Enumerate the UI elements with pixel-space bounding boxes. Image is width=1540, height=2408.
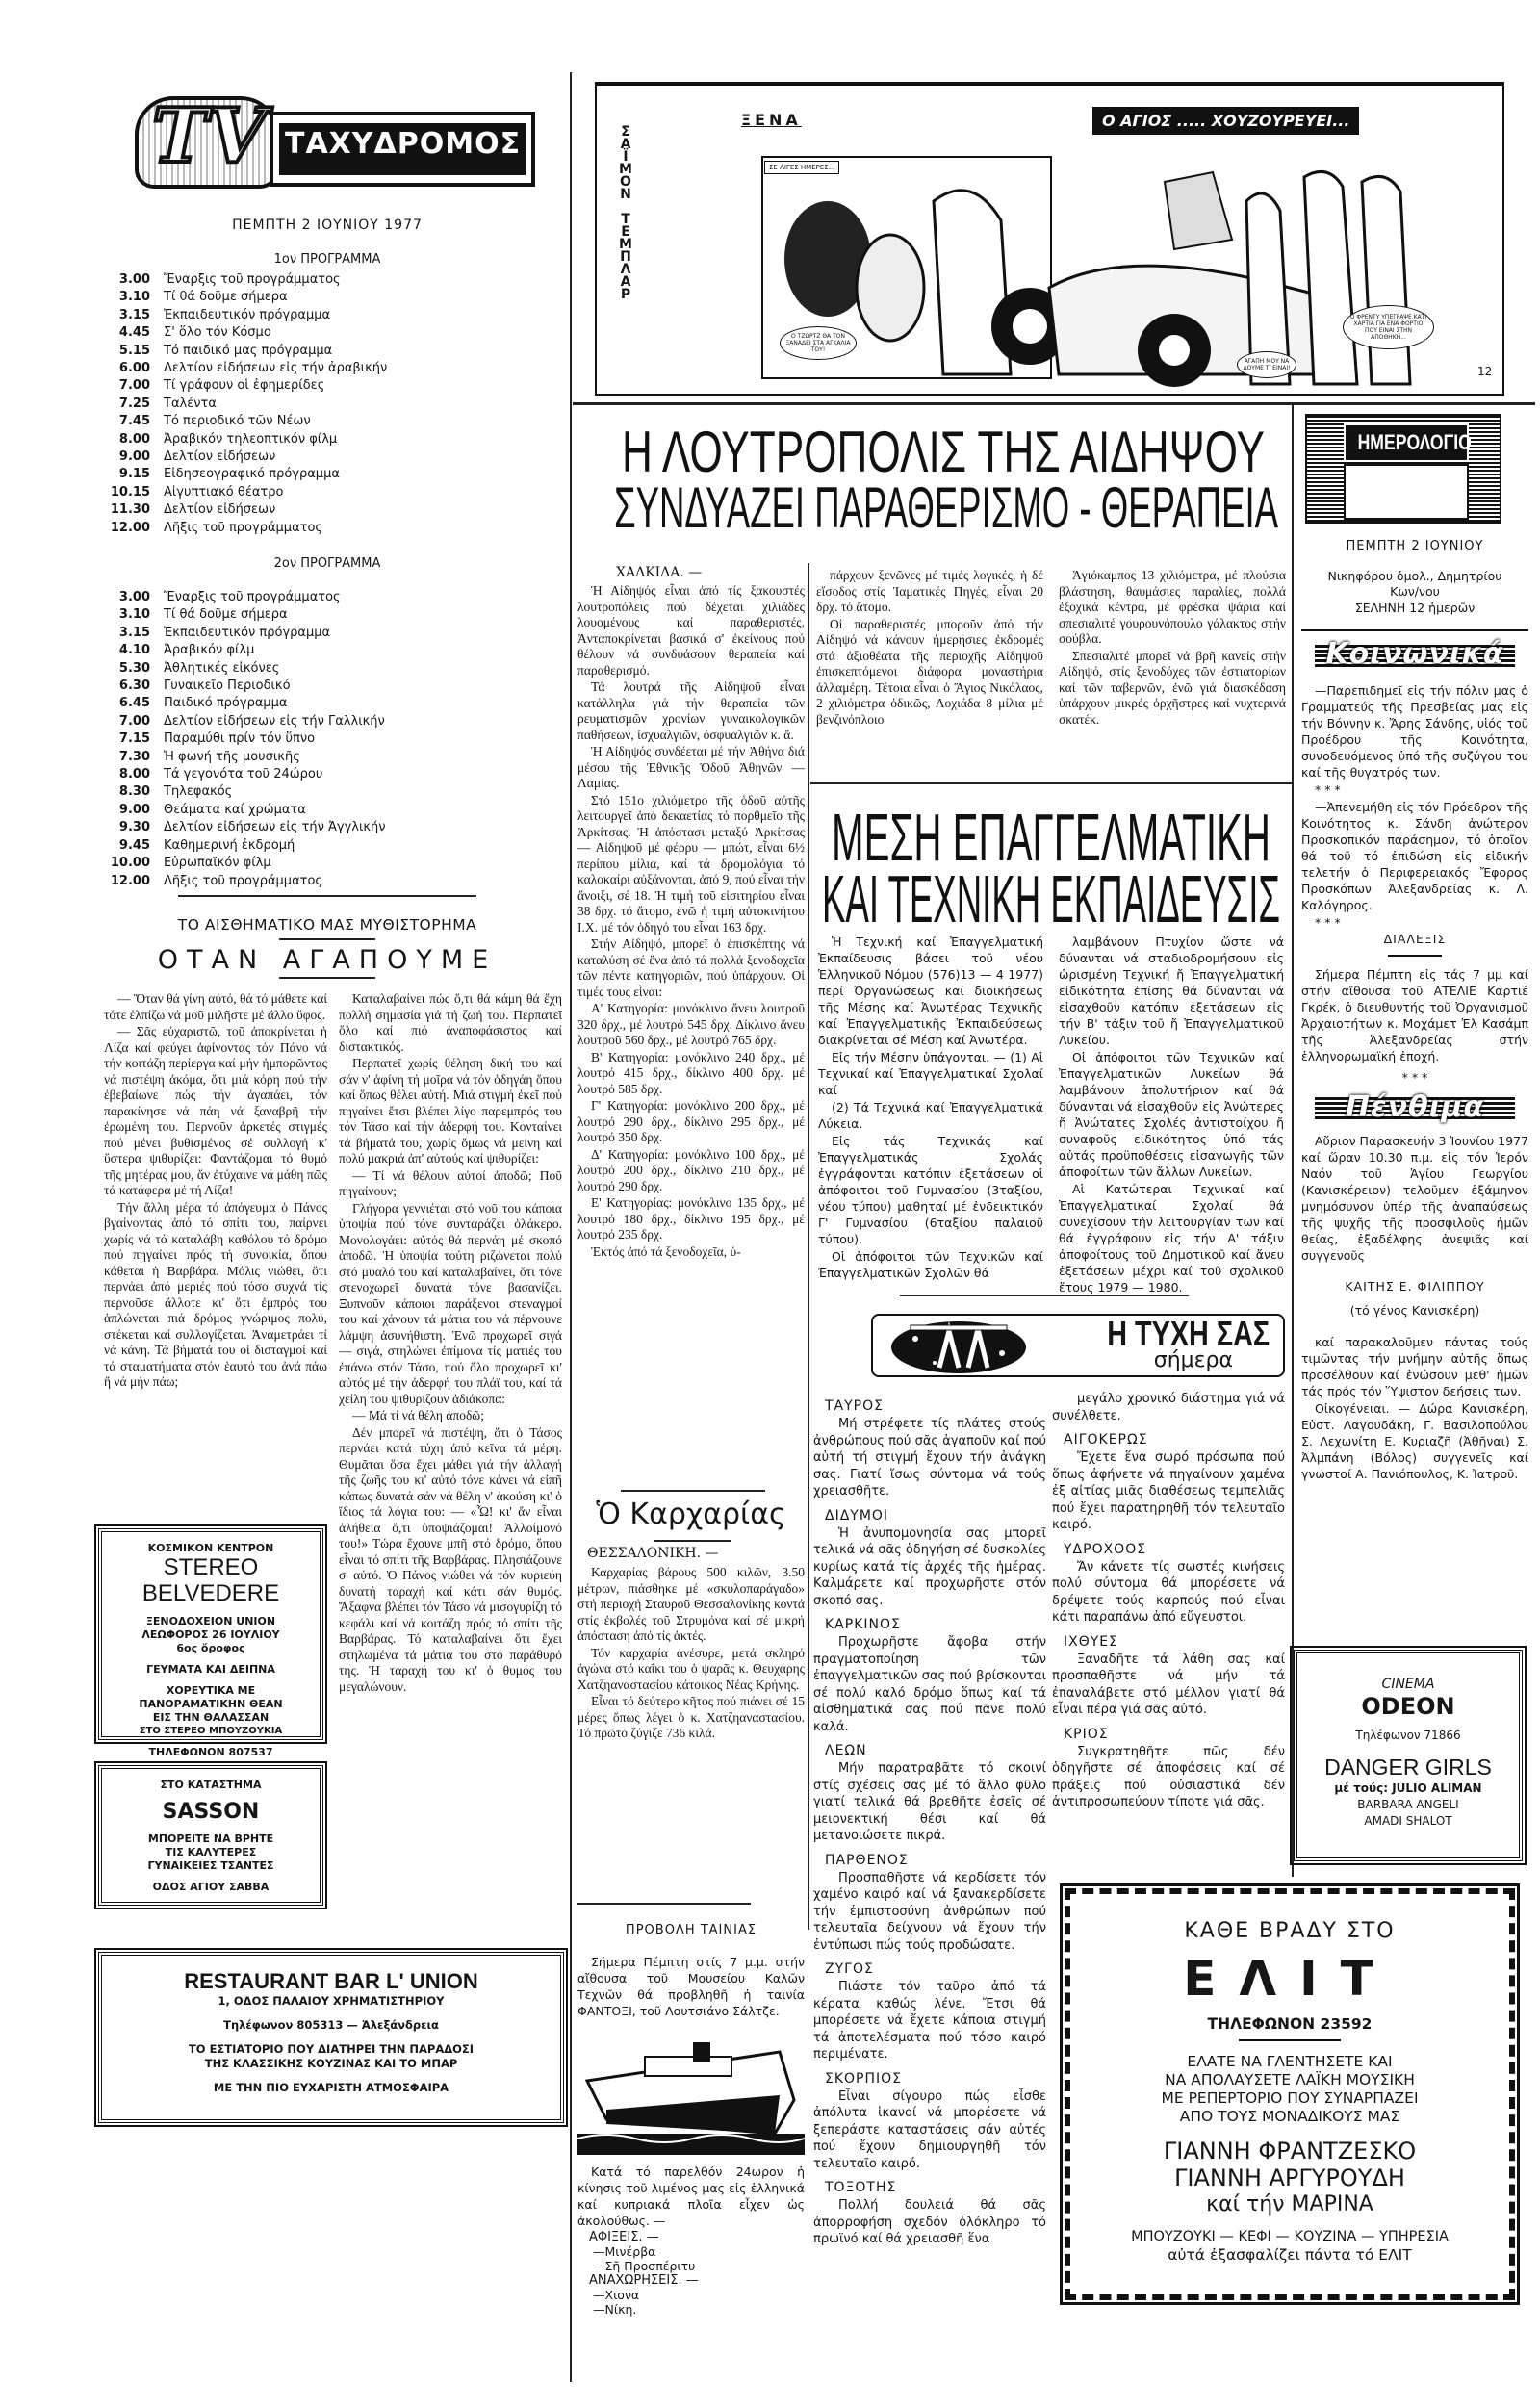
- horoscope-sign: ΠΑΡΘΕΝΟΣ: [825, 1852, 909, 1868]
- tv-listing-time: 3.10: [118, 290, 150, 305]
- tv-listing-show: Λῆξις τοῦ προγράμματος: [164, 520, 323, 535]
- ad-line: ODEON: [1361, 1693, 1455, 1720]
- ad-line: BARBARA ANGELI: [1357, 1798, 1459, 1811]
- horoscope-column-1: [813, 1391, 1046, 2248]
- aidipsos-dateline: ΧΑΛΚΙΔΑ. —: [616, 565, 703, 580]
- tv-listing-time: 6.00: [118, 361, 150, 376]
- ad-line: ΓΙΑΝΝΗ ΦΡΑΝΤΖΕΣΚΟ: [1163, 2138, 1417, 2165]
- ad-line: BELVEDERE: [141, 1580, 280, 1606]
- tv-program-2-title: 2ον ΠΡΟΓΡΑΜΜΑ: [273, 556, 381, 571]
- horoscope-sign: ΑΙΓΟΚΕΡΩΣ: [1064, 1432, 1148, 1447]
- horoscope-column-2: [1052, 1391, 1285, 1811]
- tv-listing-row: [104, 660, 556, 678]
- ad-stereo-belvedere: [98, 1528, 323, 1758]
- tv-listing-time: 4.45: [118, 325, 150, 341]
- tv-listing-row: [104, 749, 556, 766]
- horoscope-title: Η ΤΥΧΗ ΣΑΣ: [1107, 1314, 1270, 1353]
- horoscope-sign: ΛΕΩΝ: [825, 1743, 867, 1758]
- tv-listing-time: 3.10: [118, 607, 150, 623]
- port-departures-label: ΑΝΑΧΩΡΗΣΕΙΣ. —: [589, 2273, 699, 2288]
- horoscope-text: Ἄν κάνετε τίς σωστές κινήσεις πολύ σύντομα θά μπορέσετε νά δρέψετε τούς καρπούς πού εἶναι κάτι παραπάνω ἀπό εὔγευστοι.: [1052, 1559, 1285, 1625]
- tv-listing-show: Ἀθλητικές εἰκόνες: [164, 660, 280, 676]
- paragraph: Ἁγιόκαμπος 13 χιλιόμετρα, μέ πλούσια βλάστηση, θαυμάσιες παραλίες, πολλά ἐξοχικά κέντρα, μέ φρέσκα ψάρια καί σπεσιαλιτέ γουρουνόπουλο γάλακτος στήν σούβλα.: [1059, 568, 1286, 646]
- tv-listing-show: Λῆξις τοῦ προγράμματος: [164, 873, 323, 888]
- comic-box-text: ΣΕ ΛΙΓΕΣ ΗΜΕΡΕΣ...: [764, 161, 839, 174]
- tv-listing-time: 9.15: [118, 467, 150, 482]
- horoscope-text: Μήν παρατραβᾶτε τό σκοινί στίς σχέσεις σας μέ τό ἄλλο φῦλο γιατί τελικά θά βρεθῆτε ἐσεῖς σέ μειονεκτική θέσι καί θά μετανοιώσετε πικρά.: [813, 1761, 1046, 1843]
- tv-listing-row: [104, 307, 556, 324]
- paragraph: Σήμερα Πέμπτη εἰς τάς 7 μμ καί στήν αἴθουσα τοῦ ΑΤΕΛΙΕ Καρτιέ Γκρέκ, ὁ διευθυντής τοῦ Ὀργανισμοῦ Ἀρχαιοτήτων κ. Μοχάμετ Ἐλ Κασάμπ τῆς Ἀλεξανδρείας στήν ἑλληνορωμαϊκή ἐποχή.: [1301, 967, 1528, 1063]
- tv-listing-row: [104, 713, 556, 730]
- ad-line: CINEMA: [1381, 1677, 1435, 1692]
- tv-listing-show: Δελτίον εἰδήσεων: [164, 449, 276, 465]
- tv-listing-time: 6.45: [118, 696, 150, 711]
- tv-listing-show: Δελτίον εἰδήσεων: [164, 502, 276, 518]
- calendar-box: [1305, 414, 1502, 524]
- tv-listing-row: [104, 343, 556, 360]
- tv-listing-show: Τό παιδικό μας πρόγραμμα: [164, 343, 333, 358]
- paragraph: Καταλαβαίνει πώς ὅ,τι θά κάμη θά ἔχη πολλή σημασία γιά τή ζωή του. Περπατεῖ ὅλο καί πιό ἀναποφάσιστος καί διστακτικός.: [339, 991, 562, 1054]
- ad-line: Τηλέφωνον 71866: [1355, 1729, 1461, 1742]
- divider: [1301, 629, 1528, 631]
- paragraph: Καρχαρίας βάρους 500 κιλῶν, 3.50 μέτρων, πιάσθηκε μέ «σκυλοπαράγαδο» στή περιοχή Σταυροῦ Θεσσαλονίκης κοντά στίς ἐκβολές τοῦ Στρυμόνα καί σέ μικρή ἀπόσταση ἀπό τίς ἀκτές.: [578, 1565, 805, 1643]
- horoscope-text: Μή στρέφετε τίς πλάτες στούς ἀνθρώπους πού σᾶς ἀγαποῦν καί πού αὐτή τή στιγμή ἔχουν τήν ἀνάγκη σας. Γιατί ἴσως σύντομα νά τούς χρειασθῆτε.: [813, 1417, 1046, 1499]
- social-banner: Κοινωνικά: [1315, 643, 1515, 667]
- paragraph: Οἱ ἀπόφοιτοι τῶν Τεχνικῶν καί Ἐπαγγελματικῶν Λυκείων θά λαμβάνουν ἀπολυτήριον καί θά δύνανται νά εἰσαχθοῦν εἰς Ἀνώτερες ἤ Ἀνώτατες Σχολές ἀντιστοίχου ἤ συναφοῦς εἰδικότητος ὑπό τάς αὐτάς προϋποθέσεις εἰσαγωγῆς τῶν ἀποφοίτων τῶν ἄλλων Λυκείων.: [1059, 1050, 1284, 1179]
- tv-listing-time: 8.30: [118, 784, 150, 800]
- tv-listing-time: 10.00: [110, 856, 150, 871]
- horoscope-sign: ΣΚΟΡΠΙΟΣ: [825, 2070, 903, 2087]
- tv-listing-row: [104, 695, 556, 712]
- column-rule: [808, 563, 809, 1930]
- paragraph: Τήν ἄλλη μέρα τό ἀπόγευμα ὁ Πάνος βγαίνοντας ἀπό τό σπίτι του, παίρνει χωρίς νά τό καταλάβη καθόλου τό δρόμο πού πηγαίνει πρός τή συνοικία, ὅπου κάθεται ἡ Βαρβάρα. Μόλις νιώθει, ὅτι περνάει ἀπό μεριές πού τόσο συχνά τίς περνοῦσε ἄλλοτε κι' ὅτι ἐμπρός του ἁπλώνεται πιά δρόμος γνώριμος πολύ, στέκεται καί συλλογίζεται. Ἀναμετράει τί νά κάνη. Τά βήματά του οἱ δισταγμοί καί τά σταματήματα στόν ἑαυτό του ἀνά πάω ἤ νά μήν πάω;: [104, 1199, 327, 1389]
- tv-listing-row: [104, 837, 556, 855]
- comic-series-title: ΣΑΪΜΟΝ ΤΕΜΠΛΑΡ: [618, 124, 633, 299]
- horoscope-text: Ξαναδῆτε τά λάθη σας καί προσπαθῆστε νά μήν τά ἐπαναλάβετε στό μέλλον γιατί θά εἶναι πέρα γιά σᾶς αὐτό.: [1052, 1652, 1285, 1717]
- paragraph: —Ἀπενεμήθη εἰς τόν Πρόεδρον τῆς Κοινότητος κ. Σάνδη ἀνώτερον Προσκοπικόν παράσημον, τό ὁποῖον θά τοῦ τό ἐπιδώση εἰς εἰδικήν τελετήν ὁ Περιφερειακός Ἔφορος Προσκόπων Ἀλεξανδρείας κ. Λ. Καλόγηρος.: [1301, 799, 1528, 912]
- paragraph: Εἶναι τό δεύτερο κῆτος πού πιάνει σέ 15 μέρες ὅπως λέγει ὁ κ. Χατζηαναστασίου. Τό πρῶτο ζύγιζε 736 κιλά.: [578, 1694, 805, 1740]
- aidipsos-column-3: [1059, 568, 1286, 729]
- ad-line: μέ τούς: JULIO ALIMAN: [1334, 1781, 1482, 1795]
- ad-sasson: [98, 1765, 323, 1906]
- tv-listing-time: 7.25: [118, 396, 150, 411]
- tv-listing-show: Ἀραβικόν τηλεοπτικόν φίλμ: [164, 431, 338, 447]
- paragraph: Δ' Κατηγορία: μονόκλινο 100 δρχ., μέ λουτρό 200 δρχ., δίκλινο 210 δρχ., μέ λουτρό 290 δρχ.: [578, 1146, 805, 1193]
- novel-title: ΟΤΑΝ ΑΓΑΠΟΥΜΕ: [157, 945, 498, 975]
- ad-line: 1, ΟΔΟΣ ΠΑΛΑΙΟΥ ΧΡΗΜΑΤΙΣΤΗΡΙΟΥ: [218, 1994, 445, 2008]
- tv-listing-time: 7.00: [118, 713, 150, 729]
- right-column: [1301, 539, 1528, 1483]
- tv-listing-show: Δελτίον εἰδήσεων εἰς τήν Γαλλικήν: [164, 713, 385, 729]
- tv-listing-row: [104, 396, 556, 413]
- tv-listing-row: [104, 802, 556, 819]
- shark-article: [578, 1565, 805, 1743]
- paragraph: Ἡ Τεχνική καί Ἐπαγγελματική Ἐκπαίδευσις βάσει τοῦ νέου Ἑλληνικοῦ Νόμου (576)13 — 4 1977) περί Ὀργανώσεως καί διοικήσεως τῆς Μέσης καί Ἀνωτέρας Τεχνικῆς καί Ἐπαγγελματικῆς Ἐκπαιδεύσεως διακρίνεται σέ Μέση καί Ἀνωτέρα.: [818, 935, 1043, 1047]
- paragraph: * * *: [1315, 914, 1341, 930]
- tv-logo-bar: [270, 112, 535, 187]
- ad-line: ΕΛΑΤΕ ΝΑ ΓΛΕΝΤΗΣΕΤΕ ΚΑΙ: [1187, 2053, 1393, 2070]
- port-arrival: —Σῆ Προσπέριτυ: [593, 2259, 696, 2273]
- paragraph: Α' Κατηγορία: μονόκλινο ἄνευ λουτροῦ 320 δρχ., μέ λουτρό 545 δρχ. Δίκλινο ἄνευ λουτροῦ 560 δρχ., μέ λουτρό 765 δρχ.: [578, 1001, 805, 1047]
- tv-listing-row: [104, 520, 556, 537]
- tv-listing-row: [104, 413, 556, 430]
- port-article: [578, 2164, 805, 2317]
- ad-line: αὐτά ἐξασφαλίζει πάντα τό ΕΛΙΤ: [1168, 2246, 1412, 2264]
- tv-listing-time: 7.45: [118, 414, 150, 429]
- tv-listing-show: Τό περιοδικό τῶν Νέων: [164, 414, 311, 429]
- tv-listing-row: [104, 783, 556, 801]
- calendar-page-icon: [1344, 464, 1469, 520]
- novel-kicker: ΤΟ ΑΙΣΘΗΜΑΤΙΚΟ ΜΑΣ ΜΥΘΙΣΤΟΡΗΜΑ: [177, 916, 477, 934]
- tv-listing-time: 6.30: [118, 679, 150, 694]
- port-departure: —Νίκη.: [593, 2302, 637, 2317]
- ship-illustration: [578, 2042, 805, 2158]
- headline-line: Η ΛΟΥΤΡΟΠΟΛΙΣ ΤΗΣ ΑΙΔΗΨΟΥ: [622, 423, 1265, 484]
- comic-strip: [595, 82, 1504, 396]
- ad-line: ΝΑ ΑΠΟΛΑΥΣΕΤΕ ΛΑΪΚΗ ΜΟΥΣΙΚΗ: [1165, 2071, 1415, 2088]
- tv-listing-time: 8.00: [118, 431, 150, 447]
- horoscope-sign: ΤΟΞΟΤΗΣ: [825, 2180, 897, 2195]
- horoscope-text: Ἔχετε ἕνα σωρό πρόσωπα πού ὅπως ἀφήνετε νά πηγαίνουν χαμένα ἐξ αἰτίας μιᾶς διαθέσεως τεμπελιᾶς πού ἔχει παρατηρηθῆ τόν τελευταῖο καιρό.: [1052, 1450, 1285, 1532]
- zodiac-figures-icon: [886, 1319, 1031, 1375]
- comic-caption: Ο ΑΓΙΟΣ ..... ΧΟΥΖΟΥΡΕΥΕΙ...: [1092, 107, 1359, 135]
- tv-listing-time: 7.30: [118, 749, 150, 764]
- tv-listing-row: [104, 873, 556, 890]
- tv-listing-show: Δελτίον εἰδήσεων εἰς τήν Ἀγγλικήν: [164, 820, 386, 835]
- comic-panel-number: 12: [1477, 365, 1493, 378]
- tv-listing-row: [104, 466, 556, 483]
- tv-listing-row: [104, 289, 556, 306]
- horoscope-text: Πολλή δουλειά θά σᾶς ἀπορροφήση σχεδόν ὁλόκληρο τό πρωϊνό καί θά χρειασθῆ ἕνα: [813, 2198, 1046, 2246]
- tv-program-1-title: 1ον ΠΡΟΓΡΑΜΜΑ: [273, 252, 381, 267]
- shark-dateline: ΘΕΣΣΑΛΟΝΙΚΗ. —: [587, 1546, 719, 1561]
- ad-line: ΓΥΝΑΙΚΕΙΕΣ ΤΣΑΝΤΕΣ: [147, 1859, 274, 1872]
- horoscope-text: Πιάστε τόν ταῦρο ἀπό τά κέρατα καθώς λένε. Ἔτσι θά μπορέσετε νά ἔχετε κάποια στιγμή τά ἀποτελέσματα πού τόσο καιρό περιμένατε.: [813, 1980, 1046, 2062]
- port-departure: —Χιονα: [593, 2288, 640, 2302]
- divider: [621, 1490, 765, 1492]
- horoscope-text: Προχωρῆστε ἄφοβα στήν πραγματοποίηση τῶν ἐπαγγελματικῶν σας πού βρίσκονται σέ πολύ καλό δρόμο ὅπως καί τά αἰσθηματικά σας πού πᾶνε πολύ καλά.: [813, 1635, 1046, 1734]
- ad-line: ΜΠΟΥΖΟΥΚΙ — ΚΕΦΙ — ΚΟΥΖΙΝΑ — ΥΠΗΡΕΣΙΑ: [1131, 2229, 1449, 2244]
- tv-listing-row: [104, 589, 556, 606]
- ad-line: ΤΟ ΕΣΤΙΑΤΟΡΙΟ ΠΟΥ ΔΙΑΤΗΡΕΙ ΤΗΝ ΠΑΡΑΔΟΣΙ: [188, 2042, 475, 2056]
- divider: [573, 402, 1535, 405]
- horoscope-sign: ΖΥΓΟΣ: [825, 1961, 874, 1977]
- paragraph: Ἡ Αἰδηψός εἶναι ἀπό τίς ξακουστές λουτροπόλεις πού δέχεται χιλιάδες λουομένους καί παραθεριστές. Ἀνταποκρίνεται βασικά σ' ἐκείνους πού θέλουν νά συνδυάσουν θεραπεία καί παραθερισμό.: [578, 583, 805, 678]
- paragraph: Σπεσιαλιτέ μπορεῖ νά βρῆ κανείς στήν Αἰδηψό, στίς ξενοδόχες τῶν ἐστιατορίων καί τῶν ταβερνῶν, ἐνῶ γιά διασκέδαση ὑπάρχουν μικρές ὀρχῆστρες καί νυχτερινά σκατέκ.: [1059, 648, 1286, 727]
- paragraph: Οἱ παραθεριστές μποροῦν ἀπό τήν Αἰδηψό νά κάνουν ἡμερήσιες ἐκδρομές στά ἀξιοθέατα τῆς περιοχῆς Αἰδηψοῦ ἐπισκεπτόμενοι διάφορα μοναστήρια ἀλλαμέρη. Τέτοια εἶναι ὁ Ἅγιος Νικόλαος, 2 χιλιόμετρα ὁδικῶς, Λοχιάδα 8 μίλια μέ βενζινόπλοιο: [816, 616, 1043, 727]
- divider: [1239, 2039, 1341, 2041]
- ad-line: ΕΙΣ ΤΗΝ ΘΑΛΑΣΣΑΝ: [152, 1711, 270, 1724]
- ad-line: ΧΟΡΕΥΤΙΚΑ ΜΕ: [166, 1684, 256, 1697]
- calendar-date: ΠΕΜΠΤΗ 2 ΙΟΥΝΙΟΥ: [1346, 539, 1484, 553]
- paragraph: Γ' Κατηγορία: μονόκλινο 200 δρχ., μέ λουτρό 290 δρχ., δίκλινο 295 δρχ., μέ λουτρό 350 δρχ.: [578, 1098, 805, 1144]
- horoscope-subtitle: σήμερα: [1153, 1348, 1233, 1372]
- horoscope-text: μεγάλο χρονικό διάστημα γιά νά συνέλθετε.: [1052, 1392, 1285, 1423]
- tv-listing-row: [104, 678, 556, 695]
- horoscope-text: Εἶναι σίγουρο πώς εἶσθε ἀπόλυτα ἱκανοί νά μπορέσετε νά ξεπεράστε καταστάσεις σάν αὐτές πού ἔχουν δημιουργηθῆ τόν τελευταῖο καιρό.: [813, 2088, 1046, 2171]
- separator-stars: * * *: [1401, 1070, 1428, 1085]
- film-article: [578, 1954, 805, 2020]
- ad-line: ΚΟΣΜΙΚΟΝ ΚΕΝΤΡΟΝ: [147, 1542, 274, 1554]
- paragraph: Περπατεῖ χωρίς θέληση δική του καί σάν ν' ἀφίνη τή μοῖρα νά τόν ὁδηγάη ὅπου καί ὅπως θέλει αὐτή. Μιά στιγμή ἐκεῖ πού πηγαίνει ἔτσι βλέπει λίγο παρεμπρός του τόν Τάσο καί τήν ἀδερφή του. Κονταίνει τά βήματά του, χωρίς ὅμως νά μείνη καί πολύ μακριά ἀπ' αὐτούς καί ψιθυρίζει:: [339, 1056, 562, 1166]
- tv-listing-show: Ἔναρξις τοῦ προγράμματος: [164, 590, 341, 604]
- lecture-title: ΔΙΑΛΕΞΙΣ: [1383, 931, 1447, 946]
- tv-listing-show: Δελτίον εἰδήσεων εἰς τήν ἀραβικήν: [164, 361, 388, 376]
- paragraph: καί παρακαλοῦμεν πάντας τούς τιμῶντας τήν μνήμην αὐτῆς ὅπως προσέλθουν καί ἑνώσουν μεθ' ἡμῶν τάς πρός τόν Ὕψιστον δεήσεις των.: [1301, 1335, 1528, 1398]
- horoscope-sign: ΚΑΡΚΙΝΟΣ: [825, 1617, 901, 1632]
- ad-line: καί τήν ΜΑΡΙΝΑ: [1206, 2192, 1373, 2216]
- paragraph: Αὔριον Παρασκευήν 3 Ἰουνίου 1977 καί ὥραν 10.30 π.μ. εἰς τόν Ἱερόν Ναόν τοῦ Ἁγίου Γεωργίου (Κανισκέρειον) τελοῦμεν ἑξάμηνον μνημόσυνον ὑπέρ τῆς ἀναπαύσεως τῆς ψυχῆς τῆς προσφιλοῦς ἡμῶν θείας, ἐξαδέλφης ἀνεψιᾶς καί συγγενοῦς: [1301, 1134, 1528, 1263]
- tv-listing-time: 7.00: [118, 378, 150, 394]
- aidipsos-headline: [614, 423, 1283, 535]
- aidipsos-column-1: [578, 583, 805, 1261]
- tv-listing-row: [104, 625, 556, 642]
- ad-line: ΓΙΑΝΝΗ ΑΡΓΥΡΟΥΔΗ: [1174, 2165, 1405, 2191]
- tv-listing-row: [104, 501, 556, 519]
- paragraph: Ἐκτός ἀπό τά ξενοδοχεῖα, ὑ-: [591, 1243, 741, 1259]
- education-column-2: [1059, 934, 1284, 1296]
- tv-listing-time: 9.45: [118, 837, 150, 853]
- tv-listing-time: 3.00: [118, 272, 150, 287]
- paragraph: Ε' Κατηγορίας: μονόκλινο 135 δρχ., μέ λουτρό 180 δρχ., δίκλινο 195 δρχ., μέ λουτρό 235 δρχ.: [578, 1195, 805, 1242]
- tv-listing-row: [104, 855, 556, 872]
- divider: [279, 938, 375, 940]
- comic-speech-bubble: Ο ΤΖΩΡΤΖ ΘΑ ΤΟΝ ΞΑΝΑΔΕΙ ΣΤΑ ΑΓΚΑΛΙΑ ΤΟΥ!: [780, 326, 857, 360]
- horoscope-sign: ΤΑΥΡΟΣ: [825, 1398, 884, 1414]
- paragraph: λαμβάνουν Πτυχίον ὥστε νά δύνανται νά σταδιοδρομήσουν εἰς ὡρισμένη Τεχνική ἤ Ἐπαγγελματική εἰδικότητα ἐπίσης θά δύνανται νά εἰσαχθοῦν κατόπιν ἐξετάσεων εἰς τήν Β' τάξιν τοῦ ἤ Ἐπαγγελματικοῦ Λυκείου.: [1059, 935, 1284, 1047]
- tv-listing-time: 8.00: [118, 767, 150, 782]
- tv-listing-time: 3.00: [118, 590, 150, 604]
- tv-listing-show: Καθημερινή ἐκδρομή: [164, 837, 295, 853]
- divider: [900, 1295, 1189, 1296]
- ad-line: ΑΠΟ ΤΟΥΣ ΜΟΝΑΔΙΚΟΥΣ ΜΑΣ: [1179, 2108, 1400, 2125]
- paragraph: Δέν μπορεῖ νά πιστέψη, ὅτι ὁ Τάσος περνάει κατά τύχη ἀπό κεῖνα τά μέρη. Θυμᾶται ὅσα ἔχει μάθει γιά τήν ἀλλαγή τῆς ζωῆς του κι' αὐτό τόνε κάνει νά εἰπῆ κάπως δυνατά σάν νά θέλη ν' ἀκούση κι' ὁ ἴδιος τά λόγια του: — «Ὦ! κι' ἄν εἶναι ἀλήθεια ὅ,τι ὑποψιάζομαι! Ἀλλοίμονό του!» Τώρα ἔχουνε μπῆ στό δρόμο, ὅπου εἶναι τό σπίτι τῆς Βαρβάρας. Πλησιάζουνε σ' αὐτό. Ὁ Πάνος νιώθει νά τόν κυριεύη δυνατή ταραχή καί κάτι σάν θυμός. Ἄξαφνα βλέπει τόν Τάσο νά μισογυρίζη τό κεφάλι καί νά κοιτάζη πρός τό σπίτι τῆς Βαρβάρας. Τό καταλαβαίνει ὅτι ἔχει στηλωμένα τά μάτια του στό παράθυρό της. Ἡ ταραχή του κι' ὁ θυμός του μεγαλώνουν.: [339, 1424, 562, 1694]
- social-news: [1301, 682, 1528, 931]
- paragraph: Τόν καρχαρία ἀνέσυρε, μετά σκληρό ἀγώνα στό καΐκι του ὁ ψαρᾶς κ. Θευχάρης Χατζηαναστασίου κάτοικος Νέας Κρήνης.: [578, 1645, 805, 1692]
- lecture-notice: [1301, 966, 1528, 1064]
- ad-restaurant-union: [98, 1952, 564, 2123]
- paragraph: * * *: [1315, 781, 1341, 797]
- tv-listing-show: Τί θά δοῦμε σήμερα: [164, 290, 288, 305]
- paragraph: Εἰς τήν Μέσην ὑπάγονται. — (1) Αἱ Τεχνικαί καί Ἐπαγγελματικαί Σχολαί καί: [818, 1050, 1043, 1097]
- tv-program-2-list: [104, 589, 556, 890]
- tv-listing-show: Τί γράφουν οἱ ἐφημερίδες: [164, 378, 325, 394]
- tv-listing-show: Ἐκπαιδευτικόν πρόγραμμα: [164, 625, 331, 640]
- tv-listing-time: 5.30: [118, 660, 150, 676]
- paragraph: Κατά τό παρελθόν 24ωρον ἡ κίνησις τοῦ λιμένος μας εἰς ἑλληνικά καί κυπριακά πλοῖα εἶχεν ὡς ἀκολούθως. —: [578, 2165, 805, 2228]
- ad-line: SASSON: [162, 1800, 260, 1824]
- tv-listing-row: [104, 730, 556, 748]
- paragraph: Οἱ ἀπόφοιτοι τῶν Τεχνικῶν καί Ἐπαγγελματικῶν Σχολῶν θά: [818, 1249, 1043, 1280]
- horoscope-banner: [871, 1314, 1285, 1377]
- ad-line: ΠΑΝΟΡΑΜΑΤΙΚΗΝ ΘΕΑΝ: [139, 1698, 283, 1710]
- paragraph: Στό 151ο χιλιόμετρο τῆς ὁδοῦ αὐτῆς λειτουργεῖ ἀπό δεκαετίας τό πορθμεῖο τῆς Ἀρκίτσας. Ἡ ἀπόστασι μεταξύ Ἀρκίτσας — Αἰδηψοῦ μέ φέρρυ — μπώτ, εἶναι 6½ περίπου μίλια, καί τά δρομολόγια τό καλοκαίρι αὐξάνονται, ἀπό 9, πού εἶναι τήν ἄνοιξι, σέ 18. Ἡ τιμή τοῦ εἰσιτηρίου εἶναι 38 δρχ. τό ἄτομο, ἐνῶ ἡ τιμή αὐτοκινήτου Ι.Χ. μέ τόν ὁδηγό του εἶναι 163 δρχ.: [578, 792, 805, 935]
- tv-listing-show: Τά γεγονότα τοῦ 24ώρου: [164, 767, 323, 782]
- paragraph: — Μά τί νά θέλη ἀποδῶ;: [352, 1408, 484, 1422]
- tv-logo-text: ΤΑΧΥΔΡΟΜΟΣ: [285, 127, 522, 161]
- tv-listing-row: [104, 377, 556, 395]
- ad-line: ΜΕ ΤΗΝ ΠΙΟ ΕΥΧΑΡΙΣΤΗ ΑΤΜΟΣΦΑΙΡΑ: [213, 2081, 449, 2094]
- tv-listing-show: Αἰγυπτιακό θέατρο: [164, 484, 284, 500]
- ad-line: STEREO: [163, 1554, 259, 1580]
- paragraph: — Τί νά θέλουν αὐτοί ἀποδῶ; Ποῦ πηγαίνουν;: [339, 1167, 562, 1198]
- tv-listing-row: [104, 271, 556, 289]
- tv-listing-show: Τηλεφακός: [164, 784, 233, 800]
- ad-line: ΚΑΘΕ ΒΡΑΔΥ ΣΤΟ: [1184, 1919, 1396, 1943]
- paragraph: Στήν Αἰδηψό, μπορεῖ ὁ ἐπισκέπτης νά καταλύση σέ ἕνα ἀπό τά πολλά ξενοδοχεῖα τῶν πέντε κατηγοριῶν, πού ὑπάρχουν. Οἱ τιμές τους εἶναι:: [578, 936, 805, 999]
- film-title: ΠΡΟΒΟΛΗ ΤΑΙΝΙΑΣ: [625, 1923, 757, 1937]
- divider: [810, 782, 1292, 784]
- tv-listing-row: [104, 484, 556, 501]
- calendar-title-text: ΗΜΕΡΟΛΟΓΙΟ: [1357, 430, 1472, 454]
- headline-line: ΣΥΝΔΥΑΖΕΙ ΠΑΡΑΘΕΡΙΣΜΟ - ΘΕΡΑΠΕΙΑ: [614, 475, 1278, 535]
- aidipsos-column-2: [816, 568, 1043, 729]
- paragraph: — Σᾶς εὐχαριστῶ, τοῦ ἀποκρίνεται ἡ Λίζα καί φεύγει ἀφίνοντας τόν Πάνο νά τήν κοιτάζη περίεργα καί μήν ἠμπορῶντας νά πιστέψη ἀκόμα, ὅτι μιά κόρη πού τήν ἐβεβαίωνε πώς τήν ἀγαπάει, τόν παρακίνησε νά πάη νά ξαναβρῆ τήν ἐρωμένη του. Περνοῦν ἀρκετές στιγμές πού μένει βυθισμένος σέ συλλογή κ' ὕστερα ψιθυρίζει: Φαντάζομαι τό θυμό τῆς μητέρας μου, ἄν ἐτύχαινε νά μάθη πῶς τά κατάφερα μέ τή Λίζα!: [104, 1024, 327, 1197]
- headline-line: ΜΕΣΗ ΕΠΑΓΓΕΛΜΑΤΙΚΗ: [832, 807, 1270, 875]
- port-arrivals-label: ΑΦΙΞΕΙΣ. —: [589, 2230, 659, 2244]
- tv-listing-show: Παραμύθι πρίν τόν ὕπνο: [164, 731, 316, 747]
- tv-listing-show: Θεάματα καί χρώματα: [164, 802, 306, 817]
- tv-listing-time: 9.00: [118, 449, 150, 465]
- education-column-1: [818, 934, 1043, 1282]
- divider: [654, 1540, 732, 1542]
- comic-speech-bubble: Ο ΦΡΕΝΤΥ ΥΠΕΓΡΑΨΕ ΚΑΤΙ ΧΑΡΤΙΑ ΓΙΑ ΕΝΑ ΦΟΡΤΙΟ ΠΟΥ ΕΙΝΑΙ ΣΤΗΝ ΑΠΟΘΗΚΗ...: [1343, 305, 1434, 349]
- calendar-saints: Νικηφόρου ὁμολ., Δημητρίου Κων/νου: [1327, 568, 1502, 599]
- ad-line: RESTAURANT BAR L' UNION: [184, 1969, 478, 1993]
- divider: [1388, 955, 1442, 957]
- mourning-notice: [1301, 1133, 1528, 1482]
- paragraph: —Παρεπιδημεῖ εἰς τήν πόλιν μας ὁ Γραμματεύς τῆς Πρεσβείας μας εἰς τήν Βόννην κ. Ἄρης Σάνδης, υἱός τοῦ Προέδρου τῆς Κοινότητα, συνοδευόμενος ὑπό τῆς συζύγου του καί τῆς θυγατρός των.: [1301, 682, 1528, 780]
- ad-line: ΛΕΩΦΟΡΟΣ 26 ΙΟΥΛΙΟΥ: [141, 1628, 280, 1641]
- deceased-name: ΚΑΙΤΗΣ Ε. ΦΙΛΙΠΠΟΥ: [1345, 1279, 1485, 1294]
- tv-listing-row: [104, 324, 556, 342]
- ad-line: Τηλέφωνον 805313 — Ἀλεξάνδρεια: [223, 2018, 439, 2032]
- tv-date: ΠΕΜΠΤΗ 2 ΙΟΥΝΙΟΥ 1977: [232, 218, 423, 233]
- tv-listing-row: [104, 448, 556, 466]
- ad-line: ΤΙΣ ΚΑΛΥΤΕΡΕΣ: [165, 1846, 257, 1858]
- ad-line: AMADI SHALOT: [1364, 1814, 1452, 1828]
- tv-listing-show: Ἀραβικόν φίλμ: [164, 643, 255, 658]
- horoscope-sign: ΥΔΡΟΧΟΟΣ: [1064, 1541, 1147, 1557]
- tv-listing-row: [104, 606, 556, 624]
- ad-line: ΤΗΛΕΦΩΝΟΝ 807537: [148, 1746, 273, 1758]
- ad-elit: [1065, 1888, 1515, 2300]
- tv-logo-letters: TV: [152, 92, 267, 180]
- tv-listing-show: Εὐρωπαϊκόν φίλμ: [164, 856, 271, 871]
- ad-line: ΕΛΙΤ: [1183, 1951, 1397, 2007]
- ad-line: 6ος ὄροφος: [176, 1642, 245, 1654]
- ad-line: ΤΗΛΕΦΩΝΟΝ 23592: [1207, 2015, 1373, 2033]
- tv-listing-time: 7.15: [118, 731, 150, 747]
- paragraph: Αἱ Κατώτεραι Τεχνικαί καί Ἐπαγγελματικαί Σχολαί θά συνεχίσουν τήν λειτουργίαν των καί θά ἐγγράφουν εἰς τήν Α' τάξιν ἀποφοίτους τοῦ Δημοτικοῦ καί ἄνευ ἐξετάσεων μέχρι καί τοῦ σχολικοῦ ἔτους 1979 — 1980.: [1059, 1182, 1284, 1294]
- ad-line: ΞΕΝΟΔΟΧΕΙΟΝ UNION: [145, 1615, 276, 1627]
- headline-line: ΚΑΙ ΤΕΧΝΙΚΗ ΕΚΠΑΙΔΕΥΣΙΣ: [822, 861, 1280, 928]
- comic-title: ΞΕΝΑ: [741, 111, 802, 129]
- novel-column-1: [104, 991, 327, 1392]
- paragraph: Γλήγορα γεννιέται στό νοῦ του κάποια ὑποψία πού τόνε συνταράζει ὁλάκερο. Μονολογάει: αὐτός θά περνάη μέ σκοπό ἀποδῶ. Ἡ ὑποψία τούτη ριζώνεται πολύ στό μυαλό του καί καταλαβαίνει, ὅτι τόνε στενοχωρεῖ δυνατά τόνε βασανίζει. Ξυπνοῦν κάποιοι παράξενοι στεναγμοί του καί χάνουν τά μάτια του νά πέρνουνε λάμψη ἀσυνήθιστη. Ἐνῶ προχωρεῖ σιγά — σιγά, στηλώνει ἐπίμονα τίς ματιές του ἐπάνω στόν Τάσο, πού ὅλο προχωρεῖ κι' αὐτός μέ τήν ἀδερφή του πλάϊ του, καί τά χείλη του ψιθυρίζουν ἀδιάκοπα:: [339, 1200, 562, 1406]
- tv-listing-time: 12.00: [110, 873, 150, 888]
- paragraph: Οἰκογένειαι. — Δώρα Κανισκέρη, Εὐστ. Λαγουδάκη, Γ. Βασιλοπούλου Σ. Λεχωνίτη Ε. Κυριαζῆ (Ἀθῆναι) Σ. Ἀλμπάνη (Βόλος) συγγενεῖς καί γνωστοί Α. Πανιόπουλος, Κ. Ἰατροῦ.: [1301, 1401, 1528, 1481]
- tv-program-1-list: [104, 271, 556, 537]
- comic-speech-bubble: ΑΓΑΠΗ ΜΟΥ ΝΑ ΔΟΥΜΕ ΤΙ ΕΙΝΑΙ!: [1237, 351, 1296, 378]
- tv-listing-row: [104, 360, 556, 377]
- tv-listing-show: Παιδικό πρόγραμμα: [164, 696, 288, 711]
- paragraph: (2) Τά Τεχνικά καί Ἐπαγγελματικά Λύκεια.: [818, 1100, 1043, 1131]
- paragraph: πάρχουν ξενῶνες μέ τιμές λογικές, ἡ δέ εἴσοδος στίς Ἰαματικές Πηγές, εἶναι 20 δρχ. τό ἄτομο.: [816, 568, 1043, 614]
- tv-listing-time: 9.30: [118, 820, 150, 835]
- tv-listing-show: Ἔναρξις τοῦ προγράμματος: [164, 272, 341, 287]
- tv-listing-show: Σ' ὅλο τόν Κόσμο: [164, 325, 271, 341]
- paragraph: Β' Κατηγορία: μονόκλινο 240 δρχ., μέ λουτρό 415 δρχ., δίκλινο 400 δρχ. μέ λουτρό 585 δρχ.: [578, 1049, 805, 1096]
- horoscope-text: Προσπαθῆστε νά κερδίσετε τόν χαμένο καιρό καί νά ξανακερδίσετε τήν ἐμπιστοσύνη ἀνθρώπων πού τελευταῖα δείχνουν νά ἔχουν τήν ἐντύπωσι πώς τούς προδώσατε.: [813, 1870, 1046, 1953]
- paragraph: Τά λουτρά τῆς Αἰδηψοῦ εἶναι κατάλληλα γιά τήν θεραπεία τῶν ρευματισμῶν χρονίων γυναικολογικῶν παθήσεων, ἰσχυαλγιῶν, ὀσφυαλγιῶν κ. ἄ.: [578, 679, 805, 742]
- calendar-title: [1344, 423, 1472, 462]
- ad-line: ΤΗΣ ΚΛΑΣΣΙΚΗΣ ΚΟΥΖΙΝΑΣ ΚΑΙ ΤΟ ΜΠΑΡ: [204, 2057, 458, 2070]
- mourning-banner: Πένθιμα: [1315, 1096, 1515, 1120]
- ad-line: ΣΤΟ ΣΤΕΡΕΟ ΜΠΟΥΖΟΥΚΙΑ: [139, 1726, 283, 1736]
- tv-listing-time: 5.15: [118, 343, 150, 358]
- ad-line: ΟΔΟΣ ΑΓΙΟΥ ΣΑΒΒΑ: [152, 1881, 270, 1893]
- tv-listing-show: Γυναικεῖο Περιοδικό: [164, 679, 291, 694]
- tv-listing-show: Ἐκπαιδευτικόν πρόγραμμα: [164, 307, 331, 322]
- tv-listing-time: 4.10: [118, 643, 150, 658]
- tv-logo: [135, 92, 539, 192]
- tv-listing-row: [104, 766, 556, 783]
- ad-line: ΣΤΟ ΚΑΤΑΣΤΗΜΑ: [160, 1779, 262, 1791]
- port-arrival: —Μινέρβα: [593, 2244, 656, 2259]
- ad-line: ΜΕ ΡΕΠΕΡΤΟΡΙΟ ΠΟΥ ΣΥΝΑΡΠΑΖΕΙ: [1161, 2089, 1419, 2107]
- shark-title: Ὁ Καρχαρίας: [596, 1498, 786, 1531]
- ad-line: DANGER GIRLS: [1324, 1755, 1492, 1780]
- tv-listing-time: 11.30: [110, 502, 150, 518]
- ad-line: ΓΕΥΜΑΤΑ ΚΑΙ ΔΕΙΠΝΑ: [146, 1663, 275, 1676]
- ad-cinema-odeon: [1294, 1650, 1523, 1861]
- calendar-moon: ΣΕΛΗΝΗ 12 ἡμερῶν: [1354, 600, 1476, 615]
- novel-column-2: [339, 991, 562, 1915]
- horoscope-text: Ἡ ἀνυπομονησία σας μπορεῖ τελικά νά σᾶς ὁδηγήση σέ δυσκολίες κυρίως κατά τίς ἀρχές τῆς ἡμέρας. Καλμάρετε καί προχωρῆστε στόν σκοπό σας.: [813, 1525, 1047, 1608]
- paragraph: Σήμερα Πέμπτη στίς 7 μ.μ. στήν αἴθουσα τοῦ Μουσείου Καλῶν Τεχνῶν θά προβληθῆ ἡ ταινία ΦΑΝΤΟΞΙ, τοῦ Λουτσιάνο Σάλτζε.: [578, 1955, 805, 2018]
- tv-listing-time: 10.15: [110, 484, 150, 500]
- tv-listing-time: 12.00: [110, 520, 150, 535]
- deceased-maiden-name: (τό γένος Κανισκέρη): [1349, 1302, 1480, 1318]
- paragraph: — Ὅταν θά γίνη αὐτό, θά τό μάθετε καί τότε ἐλπίζω νά μοῦ μιλῆστε μέ ἄλλο ὕφος.: [104, 991, 327, 1022]
- paragraph: Εἰς τάς Τεχνικάς καί Ἐπαγγελματικάς Σχολάς ἐγγράφονται κατόπιν ἐξετάσεων οἱ ἀπόφοιτοι τοῦ Γυμνασίου (3ταξίου, νέου τύπου) μαθηταί μέ ἐνδεικτικόν Γ' Γυμνασίου (6ταξίου παλαιοῦ τύπου).: [818, 1134, 1043, 1246]
- ad-line: ΜΠΟΡΕΙΤΕ ΝΑ ΒΡΗΤΕ: [147, 1832, 274, 1845]
- tv-listing-show: Ἡ φωνή τῆς μουσικῆς: [164, 749, 300, 764]
- horoscope-sign: ΙΧΘΥΕΣ: [1064, 1633, 1118, 1650]
- divider: [178, 895, 476, 897]
- tv-listing-show: Ταλέντα: [164, 396, 217, 411]
- divider: [279, 977, 375, 979]
- paragraph: Ἡ Αἰδηψός συνδέεται μέ τήν Ἀθήνα διά μέσου τῆς Ἐθνικῆς Ὁδοῦ Ἀθηνῶν — Λαμίας.: [578, 744, 805, 790]
- divider: [578, 1903, 751, 1905]
- tv-listing-row: [104, 819, 556, 836]
- tv-listing-time: 9.00: [118, 802, 150, 817]
- horoscope-sign: ΔΙΔΥΜΟΙ: [825, 1507, 889, 1524]
- horoscope-sign: ΚΡΙΟΣ: [1064, 1726, 1109, 1742]
- tv-listing-row: [104, 431, 556, 448]
- education-headline: [818, 807, 1285, 928]
- column-rule: [570, 72, 572, 2382]
- tv-listing-row: [104, 642, 556, 659]
- tv-listing-time: 3.15: [118, 307, 150, 322]
- tv-listing-show: Τί θά δοῦμε σήμερα: [164, 607, 288, 623]
- tv-listing-time: 3.15: [118, 625, 150, 640]
- horoscope-text: Συγκρατηθῆτε πῶς δέν ὁδηγῆστε σέ ἀποφάσεις καί σέ πράξεις πού οὐσιαστικά δέν ἀντιπροσωπεύουν τίποτε γιά σᾶς.: [1052, 1744, 1285, 1809]
- tv-listing-show: Εἰδησεογραφικό πρόγραμμα: [164, 467, 340, 482]
